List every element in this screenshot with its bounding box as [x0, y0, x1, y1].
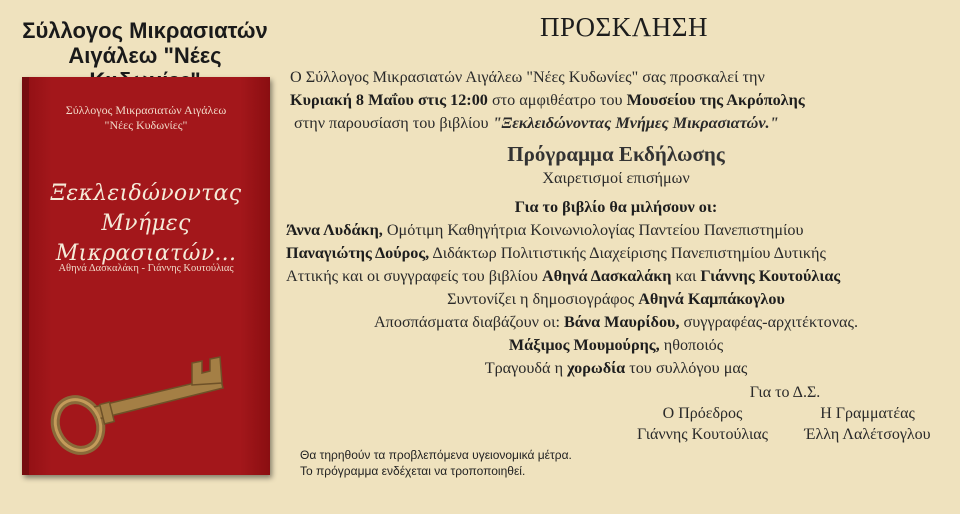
- book-cover-association-line2: "Νέες Κυδωνίες": [104, 118, 188, 132]
- actor: [286, 334, 946, 357]
- program-greetings: Χαιρετισμοί επισήμων: [542, 169, 690, 187]
- note-program-change: Το πρόγραμμα ενδέχεται να τροποποιηθεί.: [300, 464, 526, 478]
- invitation-line-1: [286, 66, 946, 89]
- choir-prefix: Τραγουδά η: [484, 359, 568, 377]
- invitation-title: ΠΡΟΣΚΛΗΣΗ: [540, 12, 709, 42]
- speaker-authors: [286, 265, 946, 288]
- book-cover: [22, 77, 270, 475]
- speakers-heading: [286, 196, 946, 219]
- author-1: Αθηνά Δασκαλάκη: [541, 267, 672, 285]
- reader-role: συγγραφέας-αρχιτέκτονας.: [679, 313, 858, 331]
- book-spine: [22, 77, 29, 475]
- choir-suffix: του συλλόγου μας: [625, 359, 748, 377]
- secretary-name: Έλλη Λαλέτσογλου: [804, 426, 931, 443]
- book-cover-association-line1: Σύλλογος Μικρασιατών Αιγάλεω: [65, 103, 227, 117]
- secretary-title: Η Γραμματέας: [820, 405, 915, 422]
- event-date: Κυριακή 8 Μαΐου στις 12:00: [290, 91, 488, 109]
- choir: [286, 357, 946, 380]
- book-cover-association: [22, 103, 270, 133]
- readers: [286, 311, 946, 334]
- coordinator: [286, 288, 946, 311]
- book-cover-title: [22, 179, 270, 269]
- secretary-signature: [785, 403, 950, 445]
- board-label: Για το Δ.Σ.: [749, 384, 821, 401]
- event-venue: Μουσείου της Ακρόπολης: [626, 91, 805, 109]
- coordinator-prefix: Συντονίζει η δημοσιογράφος: [447, 290, 639, 308]
- authors-and: και: [671, 267, 701, 285]
- association-name-line1: Σύλλογος Μικρασιατών: [22, 18, 268, 43]
- note-health-measures: Θα τηρηθούν τα προβλεπόμενα υγειονομικά μέτρα.: [300, 448, 572, 462]
- president-name: Γιάννης Κουτούλιας: [637, 426, 768, 443]
- footer-notes: [300, 447, 572, 479]
- skeleton-key-icon: [42, 325, 242, 465]
- signature-block: [620, 382, 950, 445]
- speaker-1: [286, 219, 946, 242]
- readers-prefix: Αποσπάσματα διαβάζουν οι:: [373, 313, 564, 331]
- program-title: Πρόγραμμα Εκδήλωσης: [507, 142, 725, 166]
- speaker-1-role: Ομότιμη Καθηγήτρια Κοινωνιολογίας Παντείου Πανεπιστημίου: [382, 221, 804, 239]
- president-title: Ο Πρόεδρος: [662, 405, 743, 422]
- invitation-line-2: [286, 89, 946, 112]
- presentation-prefix: στην παρουσίαση του βιβλίου: [294, 114, 493, 132]
- book-cover-authors: Αθηνά Δασκαλάκη - Γιάννης Κουτούλιας: [58, 263, 234, 274]
- book-cover-title-line1: Ξεκλειδώνοντας: [50, 181, 242, 206]
- invitation-body: [286, 66, 946, 380]
- book-name: "Ξεκλειδώνοντας Μνήμες Μικρασιατών.": [492, 114, 779, 132]
- association-name-line2: Αιγάλεω "Νέες: [68, 43, 222, 68]
- reader-name: Βάνα Μαυρίδου,: [564, 313, 680, 331]
- actor-name: Μάξιμος Μουμούρης,: [508, 336, 660, 354]
- book-cover-title-line2: Μνήμες Μικρασιατών...: [55, 211, 237, 266]
- choir-name: χορωδία: [567, 359, 626, 377]
- author-2: Γιάννης Κουτούλιας: [700, 267, 841, 285]
- coordinator-name: Αθηνά Καμπάκογλου: [638, 290, 785, 308]
- speaker-2: [286, 242, 946, 265]
- speaker-1-name: Άννα Λυδάκη,: [286, 221, 383, 239]
- speakers-heading-text: Για το βιβλίο θα μιλήσουν οι:: [514, 198, 718, 216]
- authors-prefix: Αττικής και οι συγγραφείς του βιβλίου: [286, 267, 542, 285]
- speaker-2-name: Παναγιώτης Δούρος,: [286, 244, 430, 262]
- event-location-prefix: στο αμφιθέατρο του: [487, 91, 627, 109]
- invitation-line-3: [286, 112, 946, 135]
- president-signature: [620, 403, 785, 445]
- actor-role: ηθοποιός: [659, 336, 724, 354]
- speaker-2-role: Διδάκτωρ Πολιτιστικής Διαχείρισης Πανεπιστημίου Δυτικής: [429, 244, 826, 262]
- invitation-intro: Ο Σύλλογος Μικρασιατών Αιγάλεω "Νέες Κυδωνίες" σας προσκαλεί την: [290, 68, 765, 86]
